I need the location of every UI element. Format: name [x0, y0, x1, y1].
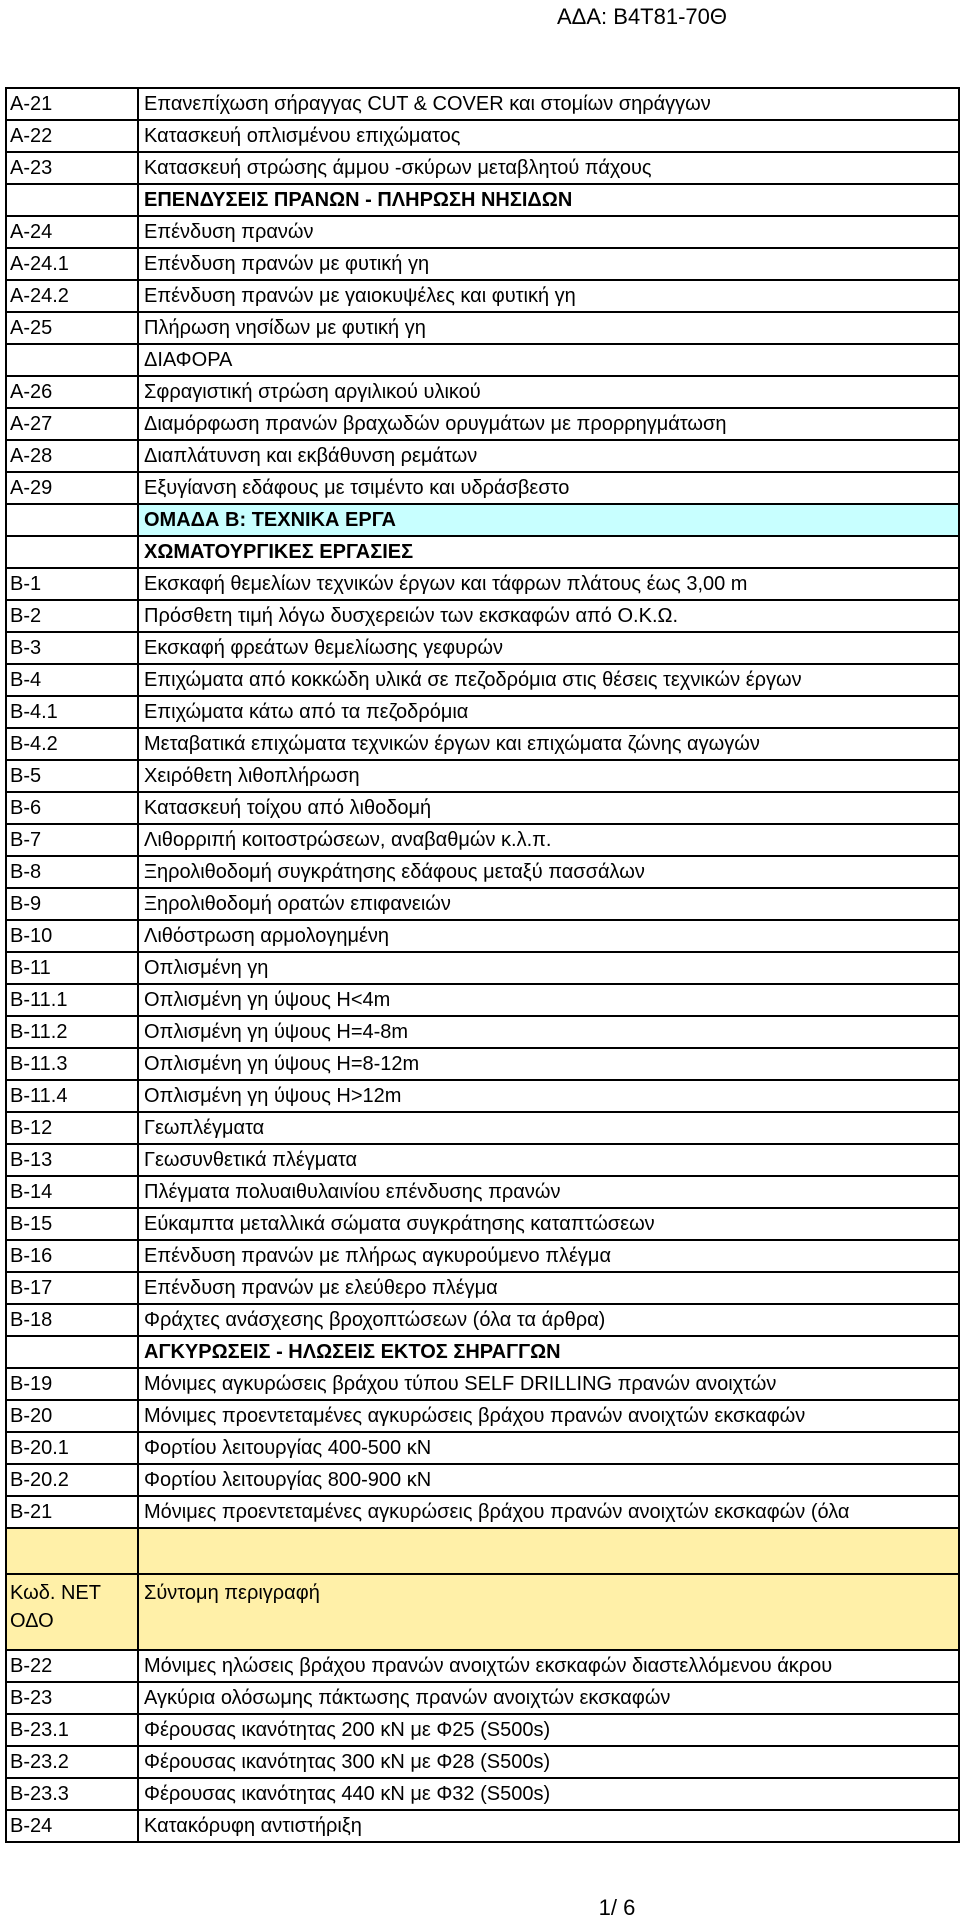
- item-code: Β-17: [7, 1273, 139, 1303]
- item-description: ΔΙΑΦΟΡΑ: [144, 349, 233, 371]
- column-header-row: [7, 1575, 958, 1651]
- item-description: Οπλισμένη γη ύψους Η=4-8m: [144, 1021, 409, 1043]
- item-code: Β-11.3: [7, 1049, 139, 1079]
- item-description: Επένδυση πρανών: [144, 221, 314, 243]
- table-row: [7, 121, 958, 153]
- item-description: Εξυγίανση εδάφους με τσιμέντο και υδράσβεστο: [144, 477, 570, 499]
- item-description: Φέρουσας ικανότητας 200 κΝ με Φ25 (S500s): [144, 1719, 551, 1741]
- item-code: Β-19: [7, 1369, 139, 1399]
- table-row: [7, 249, 958, 281]
- item-code: Β-9: [7, 889, 139, 919]
- item-code: Β-4.2: [7, 729, 139, 759]
- item-description: Γεωσυνθετικά πλέγματα: [144, 1149, 358, 1171]
- table-row: [7, 1811, 958, 1843]
- item-code: Β-23.1: [7, 1715, 139, 1745]
- item-description: Γεωπλέγματα: [144, 1117, 265, 1139]
- item-code: Β-14: [7, 1177, 139, 1207]
- table-row: [7, 441, 958, 473]
- table-row: [7, 1497, 958, 1529]
- ada-code: ΑΔΑ: Β4Τ81-70Θ: [557, 4, 727, 29]
- item-code: Α-22: [7, 121, 139, 151]
- item-code: Β-20: [7, 1401, 139, 1431]
- page-footer: [0, 1895, 960, 1921]
- item-description: Επανεπίχωση σήραγγας CUT & COVER και στομίων σηράγγων: [144, 93, 711, 115]
- item-description: Μόνιμες προεντεταμένες αγκυρώσεις βράχου πρανών ανοιχτών εκσκαφών (όλα: [144, 1501, 850, 1523]
- table-row: [7, 569, 958, 601]
- table-row: [7, 1683, 958, 1715]
- item-description: Πρόσθετη τιμή λόγω δυσχερειών των εκσκαφών από Ο.Κ.Ω.: [144, 605, 679, 627]
- item-description: Κατακόρυφη αντιστήριξη: [144, 1815, 362, 1837]
- table-row: [7, 825, 958, 857]
- table-row: [7, 1049, 958, 1081]
- column-header-description: Σύντομη περιγραφή: [144, 1582, 320, 1604]
- item-code: Α-24.1: [7, 249, 139, 279]
- item-description: Οπλισμένη γη ύψους Η=8-12m: [144, 1053, 420, 1075]
- item-description: Ξηρολιθοδομή συγκράτησης εδάφους μεταξύ πασσάλων: [144, 861, 645, 883]
- item-description: Επένδυση πρανών με φυτική γη: [144, 253, 430, 275]
- item-description: Μεταβατικά επιχώματα τεχνικών έργων και επιχώματα ζώνης αγωγών: [144, 733, 760, 755]
- item-description: Διαμόρφωση πρανών βραχωδών ορυγμάτων με προρρηγμάτωση: [144, 413, 727, 435]
- item-description: Εύκαμπτα μεταλλικά σώματα συγκράτησης καταπτώσεων: [144, 1213, 655, 1235]
- item-code: Α-28: [7, 441, 139, 471]
- table-row: [7, 1305, 958, 1337]
- table-row: [7, 1779, 958, 1811]
- table-row: [7, 601, 958, 633]
- column-header-code: Κωδ. ΝΕΤ ΟΔΟ: [7, 1575, 139, 1649]
- item-code: Β-16: [7, 1241, 139, 1271]
- item-description: Λιθόστρωση αρμολογημένη: [144, 925, 390, 947]
- table-row: [7, 1465, 958, 1497]
- table-row: [7, 217, 958, 249]
- item-code: Β-4.1: [7, 697, 139, 727]
- item-code: Β-11.1: [7, 985, 139, 1015]
- item-code: Β-1: [7, 569, 139, 599]
- item-description: Οπλισμένη γη ύψους Η>12m: [144, 1085, 402, 1107]
- table-row: [7, 921, 958, 953]
- item-description: Επένδυση πρανών με γαιοκυψέλες και φυτική γη: [144, 285, 576, 307]
- table-row: [7, 313, 958, 345]
- item-description: Φορτίου λειτουργίας 400-500 κΝ: [144, 1437, 432, 1459]
- item-code: Β-8: [7, 857, 139, 887]
- item-code: Β-23.2: [7, 1747, 139, 1777]
- table-row: [7, 953, 958, 985]
- item-code: [7, 537, 139, 567]
- table-row: [7, 697, 958, 729]
- item-description: Πλήρωση νησίδων με φυτική γη: [144, 317, 426, 339]
- item-code: Α-29: [7, 473, 139, 503]
- item-code: Α-26: [7, 377, 139, 407]
- table-row: [7, 89, 958, 121]
- item-code: Β-20.2: [7, 1465, 139, 1495]
- table-row: [7, 793, 958, 825]
- item-description: Αγκύρια ολόσωμης πάκτωσης πρανών ανοιχτών εκσκαφών: [144, 1687, 671, 1709]
- table-row: [7, 185, 958, 217]
- item-code: [7, 505, 139, 535]
- item-code: Β-11.4: [7, 1081, 139, 1111]
- table-row: [7, 1715, 958, 1747]
- item-code: Β-15: [7, 1209, 139, 1239]
- item-code: Β-24: [7, 1811, 139, 1841]
- item-code: Β-23.3: [7, 1779, 139, 1809]
- item-description: Μόνιμες ηλώσεις βράχου πρανών ανοιχτών εκσκαφών διαστελλόμενου άκρου: [144, 1655, 833, 1677]
- separator-cell: [139, 1529, 958, 1573]
- table-row: [7, 345, 958, 377]
- item-code: Α-21: [7, 89, 139, 119]
- table-row: [7, 505, 958, 537]
- item-code: Β-11: [7, 953, 139, 983]
- item-code: Β-5: [7, 761, 139, 791]
- table-row: [7, 409, 958, 441]
- table-row: [7, 889, 958, 921]
- table-row: [7, 665, 958, 697]
- item-description: Επένδυση πρανών με πλήρως αγκυρούμενο πλέγμα: [144, 1245, 612, 1267]
- item-code: Β-10: [7, 921, 139, 951]
- item-code: Β-6: [7, 793, 139, 823]
- item-code: Β-20.1: [7, 1433, 139, 1463]
- table-row: [7, 1401, 958, 1433]
- item-code: Α-23: [7, 153, 139, 183]
- item-description: Εκσκαφή θεμελίων τεχνικών έργων και τάφρων πλάτους έως 3,00 m: [144, 573, 748, 595]
- item-code: Β-4: [7, 665, 139, 695]
- table-row: [7, 281, 958, 313]
- table-row: [7, 1273, 958, 1305]
- table-row: [7, 985, 958, 1017]
- item-description: Ξηρολιθοδομή ορατών επιφανειών: [144, 893, 451, 915]
- item-description: ΟΜΑΔΑ Β: ΤΕΧΝΙΚΑ ΕΡΓΑ: [139, 505, 958, 535]
- item-code: Β-3: [7, 633, 139, 663]
- item-description: Επιχώματα από κοκκώδη υλικά σε πεζοδρόμια στις θέσεις τεχνικών έργων: [144, 669, 802, 691]
- table-row: [7, 633, 958, 665]
- table-row: [7, 537, 958, 569]
- item-description: Εκσκαφή φρεάτων θεμελίωσης γεφυρών: [144, 637, 504, 659]
- document-header: [0, 4, 960, 32]
- item-code: Β-13: [7, 1145, 139, 1175]
- table-row: [7, 1177, 958, 1209]
- item-description: Φέρουσας ικανότητας 440 κΝ με Φ32 (S500s): [144, 1783, 551, 1805]
- table-row: [7, 153, 958, 185]
- table-row: [7, 1337, 958, 1369]
- table-row: [7, 729, 958, 761]
- item-code: Β-2: [7, 601, 139, 631]
- separator-cell: [7, 1529, 139, 1573]
- item-description: Πλέγματα πολυαιθυλαινίου επένδυσης πρανών: [144, 1181, 561, 1203]
- item-description: Χειρόθετη λιθοπλήρωση: [144, 765, 360, 787]
- table-row: [7, 473, 958, 505]
- table-row: [7, 1651, 958, 1683]
- item-code: Β-23: [7, 1683, 139, 1713]
- table-row: [7, 1145, 958, 1177]
- table-row: [7, 1209, 958, 1241]
- table-row: [7, 761, 958, 793]
- table-row: [7, 1241, 958, 1273]
- item-code: Β-11.2: [7, 1017, 139, 1047]
- item-code: Β-22: [7, 1651, 139, 1681]
- item-description: ΕΠΕΝΔΥΣΕΙΣ ΠΡΑΝΩΝ - ΠΛΗΡΩΣΗ ΝΗΣΙΔΩΝ: [144, 189, 573, 211]
- item-description: Οπλισμένη γη: [144, 957, 269, 979]
- item-description: Κατασκευή οπλισμένου επιχώματος: [144, 125, 461, 147]
- item-code: Β-21: [7, 1497, 139, 1527]
- item-description: Φορτίου λειτουργίας 800-900 κΝ: [144, 1469, 432, 1491]
- item-description: Σφραγιστική στρώση αργιλικού υλικού: [144, 381, 481, 403]
- table-row: [7, 1747, 958, 1779]
- item-description: Διαπλάτυνση και εκβάθυνση ρεμάτων: [144, 445, 478, 467]
- item-description: Επένδυση πρανών με ελεύθερο πλέγμα: [144, 1277, 498, 1299]
- item-description: Οπλισμένη γη ύψους Η<4m: [144, 989, 391, 1011]
- item-code: Α-24: [7, 217, 139, 247]
- item-description: ΑΓΚΥΡΩΣΕΙΣ - ΗΛΩΣΕΙΣ ΕΚΤΟΣ ΣΗΡΑΓΓΩΝ: [144, 1341, 561, 1363]
- item-description: Μόνιμες αγκυρώσεις βράχου τύπου SELF DRILLING πρανών ανοιχτών: [144, 1373, 777, 1395]
- item-description: ΧΩΜΑΤΟΥΡΓΙΚΕΣ ΕΡΓΑΣΙΕΣ: [144, 541, 414, 563]
- item-description: Κατασκευή τοίχου από λιθοδομή: [144, 797, 432, 819]
- item-code: [7, 185, 139, 215]
- item-code: [7, 1337, 139, 1367]
- item-code: Α-27: [7, 409, 139, 439]
- items-table: [5, 87, 960, 1843]
- table-row: [7, 1113, 958, 1145]
- item-description: Επιχώματα κάτω από τα πεζοδρόμια: [144, 701, 469, 723]
- item-description: Κατασκευή στρώσης άμμου -σκύρων μεταβλητού πάχους: [144, 157, 652, 179]
- item-code: Α-24.2: [7, 281, 139, 311]
- item-description: Λιθορριπή κοιτοστρώσεων, αναβαθμών κ.λ.π.: [144, 829, 552, 851]
- item-code: Β-7: [7, 825, 139, 855]
- item-description: Μόνιμες προεντεταμένες αγκυρώσεις βράχου πρανών ανοιχτών εκσκαφών: [144, 1405, 806, 1427]
- table-row: [7, 1433, 958, 1465]
- table-row: [7, 377, 958, 409]
- item-code: [7, 345, 139, 375]
- item-code: Α-25: [7, 313, 139, 343]
- item-code: Β-12: [7, 1113, 139, 1143]
- separator-row: [7, 1529, 958, 1575]
- item-description: Φράχτες ανάσχεσης βροχοπτώσεων (όλα τα άρθρα): [144, 1309, 606, 1331]
- item-code: Β-18: [7, 1305, 139, 1335]
- table-row: [7, 1081, 958, 1113]
- page-number: 1/ 6: [598, 1895, 636, 1920]
- item-description: Φέρουσας ικανότητας 300 κΝ με Φ28 (S500s): [144, 1751, 551, 1773]
- table-row: [7, 1017, 958, 1049]
- table-row: [7, 1369, 958, 1401]
- table-row: [7, 857, 958, 889]
